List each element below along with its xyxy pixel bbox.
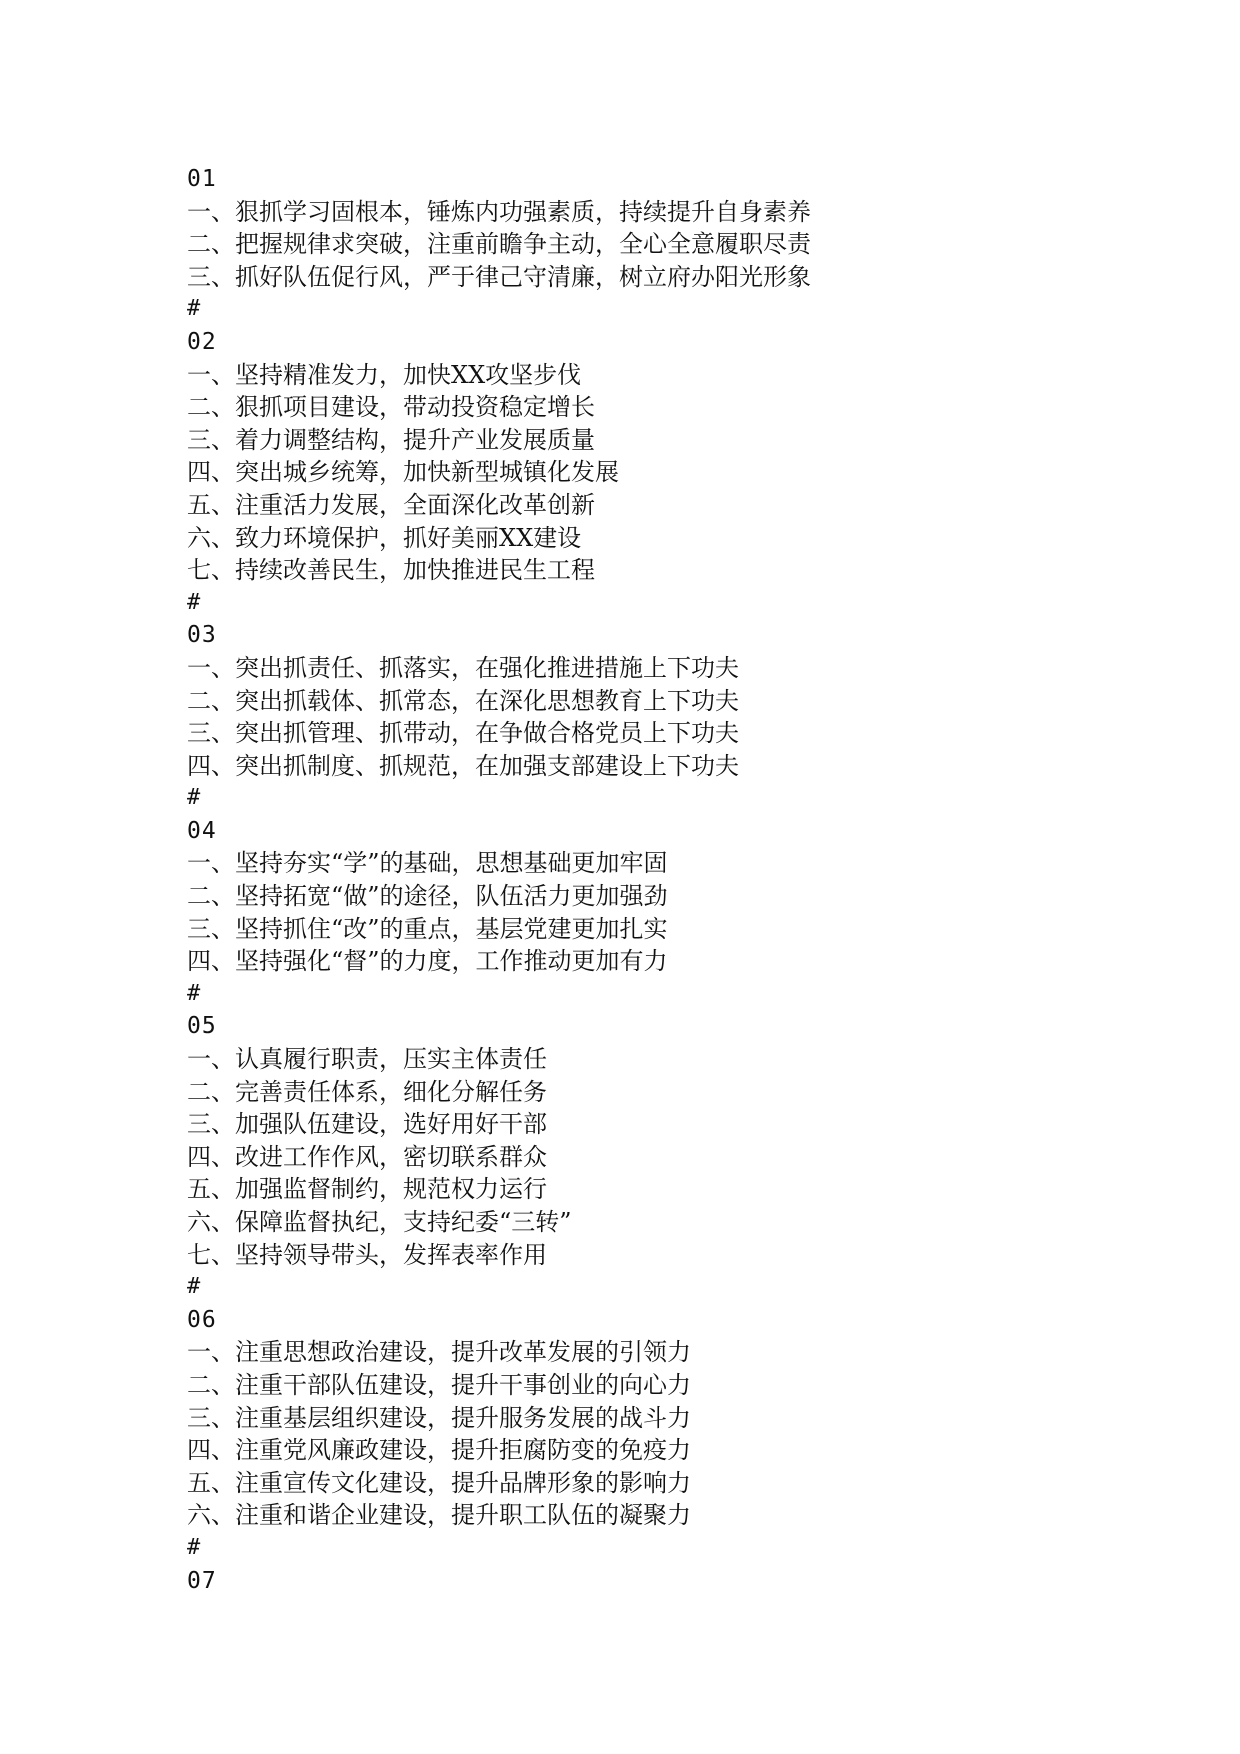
section-item: 一、坚持精准发力，加快XX攻坚步伐 bbox=[187, 360, 582, 389]
section-item: 一、注重思想政治建设，提升改革发展的引领力 bbox=[187, 1338, 691, 1367]
section-item: 七、坚持领导带头，发挥表率作用 bbox=[187, 1240, 547, 1269]
section-number: 01 bbox=[187, 166, 217, 192]
section-item: 四、改进工作作风，密切联系群众 bbox=[187, 1142, 547, 1171]
section-item: 二、注重干部队伍建设，提升干事创业的向心力 bbox=[187, 1370, 691, 1399]
section-number: 03 bbox=[187, 622, 217, 649]
document-body bbox=[187, 163, 1167, 1597]
section-item: 一、认真履行职责，压实主体责任 bbox=[187, 1045, 547, 1074]
section-item: 一、狠抓学习固根本，锤炼内功强素质，持续提升自身素养 bbox=[187, 197, 811, 226]
section-item: 四、坚持强化“督”的力度，工作推动更加有力 bbox=[187, 947, 668, 976]
section-item: 二、坚持拓宽“做”的途径，队伍活力更加强劲 bbox=[187, 882, 668, 911]
section-separator: # bbox=[187, 589, 201, 615]
section-item: 一、突出抓责任、抓落实，在强化推进措施上下功夫 bbox=[187, 653, 739, 682]
section-item: 三、注重基层组织建设，提升服务发展的战斗力 bbox=[187, 1403, 691, 1432]
section-item: 二、狠抓项目建设，带动投资稳定增长 bbox=[187, 393, 595, 422]
section-item: 四、突出抓制度、抓规范，在加强支部建设上下功夫 bbox=[187, 751, 739, 780]
section-item: 五、加强监督制约，规范权力运行 bbox=[187, 1175, 547, 1204]
section-item: 五、注重活力发展，全面深化改革创新 bbox=[187, 490, 595, 519]
section-item: 二、把握规律求突破，注重前瞻争主动，全心全意履职尽责 bbox=[187, 230, 811, 259]
section-item: 三、突出抓管理、抓带动，在争做合格党员上下功夫 bbox=[187, 719, 739, 748]
section-item: 三、抓好队伍促行风，严于律己守清廉，树立府办阳光形象 bbox=[187, 262, 811, 291]
section-item: 三、坚持抓住“改”的重点，基层党建更加扎实 bbox=[187, 914, 668, 943]
section-item: 二、完善责任体系，细化分解任务 bbox=[187, 1077, 547, 1106]
section-number: 02 bbox=[187, 328, 217, 355]
section-separator: # bbox=[187, 785, 201, 811]
section-item: 四、注重党风廉政建设，提升拒腐防变的免疫力 bbox=[187, 1436, 691, 1465]
section-item: 四、突出城乡统筹，加快新型城镇化发展 bbox=[187, 458, 619, 487]
section-separator: # bbox=[187, 1274, 201, 1300]
section-number: 06 bbox=[187, 1306, 217, 1333]
section-number: 04 bbox=[187, 817, 217, 844]
section-number: 05 bbox=[187, 1013, 217, 1040]
section-separator: # bbox=[187, 1534, 201, 1560]
section-item: 六、注重和谐企业建设，提升职工队伍的凝聚力 bbox=[187, 1501, 691, 1530]
section-item: 七、持续改善民生，加快推进民生工程 bbox=[187, 556, 595, 585]
section-item: 三、着力调整结构，提升产业发展质量 bbox=[187, 425, 595, 454]
section-item: 六、致力环境保护，抓好美丽XX建设 bbox=[187, 523, 582, 552]
section-item: 六、保障监督执纪，支持纪委“三转” bbox=[187, 1208, 572, 1236]
section-item: 二、突出抓载体、抓常态，在深化思想教育上下功夫 bbox=[187, 686, 739, 715]
section-item: 五、注重宣传文化建设，提升品牌形象的影响力 bbox=[187, 1468, 691, 1497]
section-number: 07 bbox=[187, 1567, 217, 1594]
section-separator: # bbox=[187, 296, 201, 322]
section-item: 一、坚持夯实“学”的基础，思想基础更加牢固 bbox=[187, 849, 668, 878]
section-separator: # bbox=[187, 980, 201, 1006]
section-item: 三、加强队伍建设，选好用好干部 bbox=[187, 1110, 547, 1139]
